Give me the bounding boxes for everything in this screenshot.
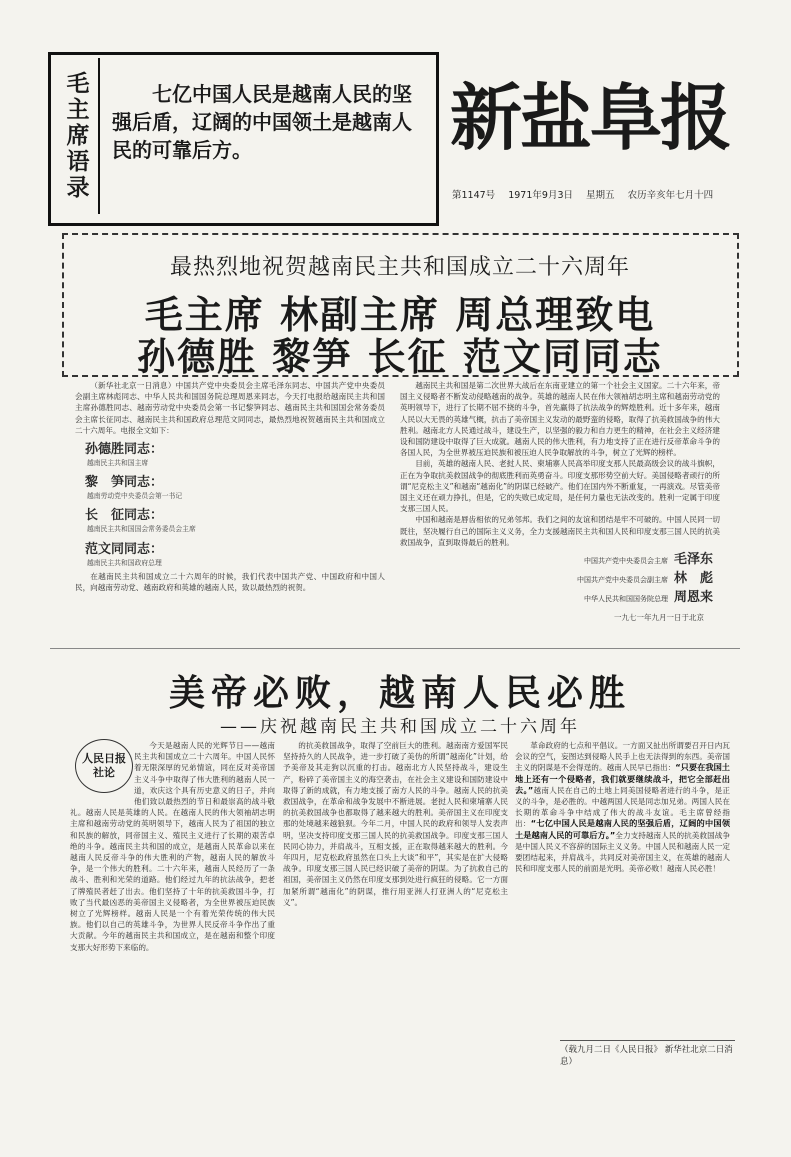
headline-line-2: 孙德胜 黎笋 长征 范文同同志 bbox=[137, 335, 663, 379]
signer-name: 林 彪 bbox=[674, 571, 714, 587]
signer-title: 中国共产党中央委员会副主席 bbox=[577, 576, 668, 585]
addressee-name: 范文同同志： bbox=[85, 541, 164, 557]
editorial-column-2 bbox=[283, 740, 508, 908]
addressee-4 bbox=[75, 542, 385, 569]
addressee-org: 越南民主共和国政府总理 bbox=[87, 558, 162, 567]
issue-weekday: 星期五 bbox=[586, 190, 615, 201]
emphasis-quote-2: “七亿中国人民是越南人民的坚强后盾，辽阔的中国领土是越南人民的可靠后方。” bbox=[515, 818, 731, 840]
addressee-org: 越南民主共和国国会常务委员会主席 bbox=[87, 525, 196, 534]
signature-3 bbox=[400, 592, 720, 605]
issue-number: 第1147号 bbox=[452, 190, 496, 201]
issue-info bbox=[452, 187, 772, 201]
editorial-text-1: 今天是越南人民的光辉节日——越南民主共和国成立二十六周年。中国人民怀着无限深厚的兄弟情谊，同在反对美帝国主义斗争中取得了伟大胜利的越南人民一道，欢庆这个具有历史意义的日子，并向他们致以最热烈的节日和最崇高的战斗敬礼。越南人民是英雄的人民。在越南人民的伟大领袖胡志明主席和越南劳动党的英明领导下，越南人民为了祖国的独立和民族的解放，同帝国主义、殖民主义进行了长期的艰苦卓绝的斗争。越南民主共和国的成立，是越南人民革命以来在越南人民反帝斗争的伟大胜利的产物，越南人民的解放斗争，是一个伟大的胜利。二十六年来，越南人民经历了一条战斗、胜利和光荣的道路。他们经过九年的抗法战争，把老了牌殖民者赶了出去。他们坚持了十年的抗美救国斗争，打败了当代最凶恶的美帝国主义侵略者，为全世界被压迫民族树立了光辉榜样。越南人民是一个有着光荣传统的伟大民族。他们以自己的英雄斗争，为世界人民反帝斗争作出了重大贡献。今年的越南民主共和国成立，是在越南和整个印度支那大好形势下来临的。 bbox=[70, 741, 275, 952]
newspaper-title: 新盐阜报 bbox=[450, 76, 731, 160]
telegram-column-1 bbox=[75, 380, 385, 593]
signer-title: 中华人民共和国国务院总理 bbox=[584, 595, 668, 604]
telegram-intro: （新华社北京一日消息）中国共产党中央委员会主席毛泽东同志、中国共产党中央委员会副主席林彪同志、中华人民共和国国务院总理周恩来同志，今天打电报给越南民主共和国主席孙德胜同志、越南劳动党中央委员会第一书记黎笋同志、越南民主共和国国会常务委员会主席长征同志、越南民主共和国政府总理范文同同志，最热烈地祝贺越南民主共和国成立二十六周年。电报全文如下： bbox=[75, 381, 385, 435]
emphasis-quote-1: “只要在我国土地上还有一个侵略者，我们就要继续战斗，把它全部赶出去。” bbox=[515, 762, 730, 795]
addressee-name: 孙德胜同志： bbox=[85, 442, 164, 458]
headline-subtitle: 最热烈地祝贺越南民主共和国成立二十六周年 bbox=[169, 255, 630, 280]
section-divider bbox=[50, 648, 740, 649]
editorial-subtitle: ——庆祝越南民主共和国成立二十六周年 bbox=[220, 717, 580, 737]
editorial-title: 美帝必败，越南人民必胜 bbox=[168, 672, 631, 714]
editorial-text-3 bbox=[515, 740, 730, 874]
telegram-paragraph-3: 目前，英雄的越南人民、老挝人民、柬埔寨人民高举印度支那人民最高级会议的战斗旗帜，正在为争取抗美救国战争的彻底胜利而英勇奋斗。印度支那形势空前大好。美国侵略者顽行的所谓“尼克松主义”和越南“越南化”的阴谋已经破产。他们在国内外不断重复，一再演戏。尽管美帝国主义还在顽力挣扎，但是，它的失败已成定局，是任何力量也无法改变的。胜利一定属于印度支那三国人民。 bbox=[400, 459, 720, 514]
signature-date: 一九七一年九月一日于北京 bbox=[614, 612, 704, 622]
addressee-1 bbox=[75, 442, 385, 469]
signer-name: 周恩来 bbox=[674, 590, 714, 606]
badge-line-2: 社论 bbox=[93, 766, 115, 779]
telegram-paragraph-4: 中国和越南是唇齿相依的兄弟邻邦。我们之间的友谊和团结是牢不可破的。中国人民同一切既往，坚决履行自己的国际主义义务，全力支援越南民主共和国人民和印度支那三国人民的抗美救国战争，直到取得最后的胜利。 bbox=[400, 515, 720, 547]
editorial-text-3b: 越南人民在自己的土地上同美国侵略者进行的斗争，是正义的斗争，是必胜的。中越两国人民是同志加兄弟。两国人民在长期的革命斗争中结成了伟大的战斗友谊。毛主席曾经指出： bbox=[515, 785, 731, 829]
headline-line-1: 毛主席 林副主席 周总理致电 bbox=[144, 293, 656, 337]
issue-lunar-date: 农历辛亥年七月十四 bbox=[627, 190, 714, 201]
addressee-3 bbox=[75, 508, 385, 535]
addressee-2 bbox=[75, 475, 385, 502]
quotation-heading-text: 毛主席语录 bbox=[62, 71, 90, 201]
editorial-credit: （载九月二日《人民日报》 新华社北京二日消息） bbox=[560, 1040, 735, 1068]
telegram-paragraph-2: 越南民主共和国是第二次世界大战后在东南亚建立的第一个社会主义国家。二十六年来，帝国主义侵略者不断发动侵略越南的战争。英雄的越南人民在伟大领袖胡志明主席和越南劳动党的英明领导下，进行了长期不屈不挠的斗争，首先赢得了抗法战争的辉煌胜利。近十多年来，越南人民以大无畏的英雄气概，抗击了美帝国主义发动的最野蛮的侵略，取得了抗美救国战争的伟大胜利。越南北方人民通过战斗，建设生产，以坚强的毅力和自力更生的精神，在社会主义经济建设和国防建设中取得了巨大成就。越南人民的伟大胜利，有力地支持了正在进行反帝革命斗争的各国人民，为全世界被压迫民族和被压迫人民争取解放的斗争，树立了光辉的榜样。 bbox=[400, 381, 720, 458]
badge-line-1: 人民日报 bbox=[82, 752, 126, 765]
telegram-column-2 bbox=[400, 380, 720, 623]
editorial-text-2: 的抗美救国战争，取得了空前巨大的胜利。越南南方爱国军民坚持持久的人民战争，进一步打破了美伪的所谓“越南化”计划，给予美帝及其走狗以沉重的打击。越南北方人民坚持战斗，建设生产，粉碎了美帝国主义的海空袭击，在社会主义建设和国防建设中取得了新的成就，有力地支援了南方人民的斗争。越南人民的抗美救国战争，在革命和战争发展中不断进展。老挝人民和柬埔寨人民的抗美救国战争也都取得了越来越大的胜利。美帝国主义在印度支那的处境越来越狼狈。今年二月，中国人民的政府和领导人发表声明，坚决支持印度支那三国人民的抗美救国战争。印度支那三国人民同心协力，并肩战斗，互相支援，正在取得越来越大的胜利。今年四月，尼克松政府虽然在口头上大谈“和平”，其实是在扩大侵略战争。印度支那三国人民已经识破了美帝的阴谋。为了抗救自己的祖国，美帝国主义仍然在印度支那到处进行疯狂的侵略。它一方面加紧所谓“越南化”的阴谋，推行用亚洲人打亚洲人的“尼克松主义”。 bbox=[283, 741, 508, 907]
editorial-badge bbox=[75, 739, 133, 793]
addressee-org: 越南民主共和国主席 bbox=[87, 459, 149, 468]
quotation-text: 七亿中国人民是越南人民的坚强后盾，辽阔的中国领土是越南人民的可靠后方。 bbox=[112, 82, 412, 162]
editorial-text-3c: 全力支持越南人民的抗美救国战争是中国人民义不容辞的国际主义义务。中国人民和越南人民一定要团结起来，并肩战斗，共同反对美帝国主义，在英雄的越南人民和印度支那人民的前面是光明。美帝必败！越南人民必胜！ bbox=[515, 830, 730, 874]
quotation-heading bbox=[54, 58, 100, 214]
telegram-paragraph-1: 在越南民主共和国成立二十六周年的时候，我们代表中国共产党、中国政府和中国人民，向越南劳动党、越南政府和英雄的越南人民，致以最热烈的祝贺。 bbox=[75, 571, 385, 593]
editorial-text-3a: 革命政府的七点和平倡议。一方面又扯出所谓要召开日内瓦会议的空气，妄图达到侵略人民手上也无法得到的东西。美帝国主义的阴谋是不会得逞的。越南人民早已指出： bbox=[515, 741, 730, 773]
signer-title: 中国共产党中央委员会主席 bbox=[584, 557, 668, 566]
addressee-name: 长 征同志： bbox=[85, 508, 164, 524]
editorial-column-3 bbox=[515, 740, 730, 874]
signer-name: 毛泽东 bbox=[674, 552, 714, 568]
signature-2 bbox=[400, 573, 720, 586]
signature-1 bbox=[400, 554, 720, 567]
addressee-org: 越南劳动党中央委员会第一书记 bbox=[87, 492, 183, 501]
issue-date: 1971年9月3日 bbox=[508, 190, 573, 201]
addressee-name: 黎 笋同志： bbox=[85, 475, 164, 491]
